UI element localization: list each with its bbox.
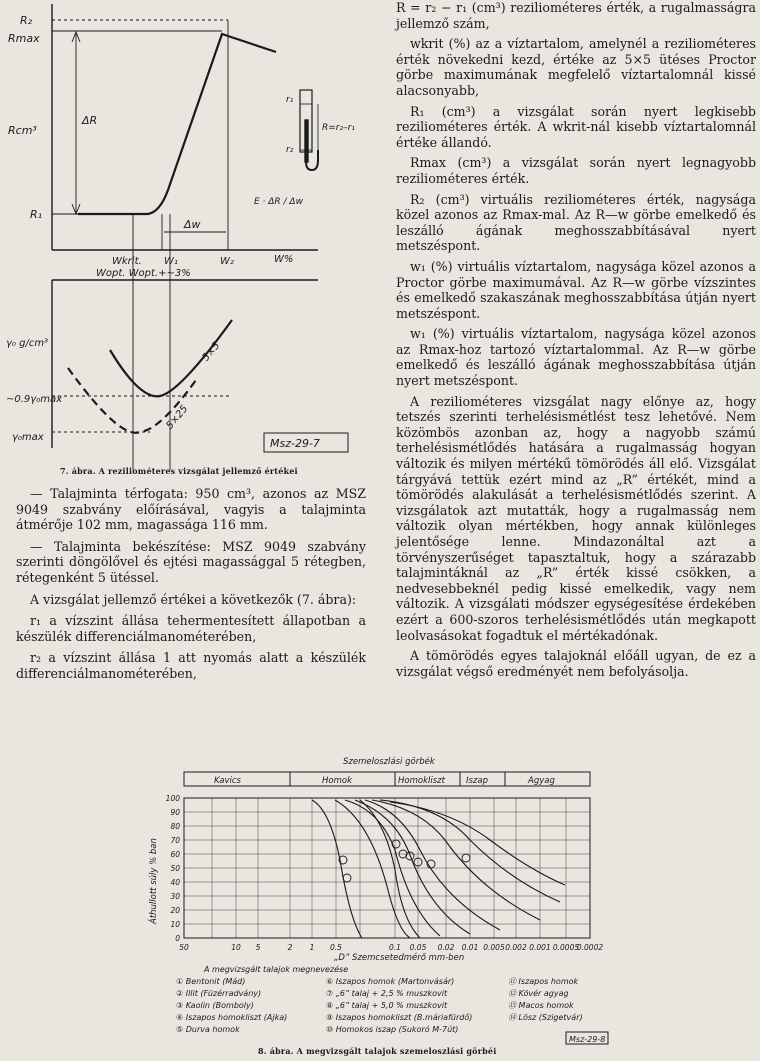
label-w1: W₁	[164, 256, 178, 267]
figure-7	[0, 0, 380, 470]
label-gauge-r2: r₂	[286, 145, 294, 155]
legend-item: ② Illit (Füzérradvány)	[176, 989, 262, 998]
x-tick: 0.001	[529, 943, 551, 952]
x-tick: 0.01	[461, 943, 479, 952]
x-tick: 50	[179, 943, 189, 952]
zone-kavics: Kavics	[214, 776, 241, 786]
label-rcm: Rcm³	[8, 124, 37, 137]
legend-item: ⑩ Homokos iszap (Sukoró M-7út)	[326, 1025, 459, 1034]
label-r2: R₂	[20, 14, 33, 27]
legend-item: ⑨ Iszapos homokliszt (B.máriafürdő)	[326, 1013, 473, 1022]
label-wpct: W%	[274, 254, 294, 265]
fig8-stamp: Msz-29-8	[569, 1035, 606, 1044]
y-tick: 90	[170, 808, 180, 817]
x-tick: 0.005	[483, 943, 505, 952]
x-tick: 0.1	[389, 943, 401, 952]
legend-item: ⑬ Macos homok	[508, 1001, 574, 1010]
y-tick: 100	[165, 794, 180, 803]
sample-preparation: — Talajminta bekészítése: MSZ 9049 szabvány szerinti döngölővel és ejtési magassággal 5 rétegben, rétegenként 5 ütéssel.	[16, 538, 366, 585]
legend-item: ⑪ Iszapos homok	[508, 977, 579, 986]
x-tick: 0.002	[505, 943, 527, 952]
y-tick: 80	[170, 822, 180, 831]
y-tick: 20	[170, 906, 180, 915]
label-r1: R₁	[30, 208, 43, 221]
legend-item: ⑫ Kövér agyag	[508, 989, 569, 998]
label-g09: ~0.9γ₀max	[6, 394, 62, 405]
legend-item: ③ Kaolin (Bomboly)	[176, 1001, 254, 1010]
label-wopt: Wopt. Wopt.+~3%	[96, 268, 191, 279]
legend-title: A megvizsgált talajok megnevezése	[204, 965, 349, 974]
label-gauge-eq: R=r₂–r₁	[322, 123, 355, 133]
y-tick: 0	[175, 934, 180, 943]
x-tick: 2	[287, 943, 293, 952]
x-tick: 0.05	[409, 943, 427, 952]
y-tick: 50	[170, 864, 180, 873]
x-tick: 1	[309, 943, 315, 952]
label-delta-r: ΔR	[82, 114, 98, 127]
fig8-title: Szemeloszlási görbék	[343, 757, 435, 767]
legend-item: ⑤ Durva homok	[176, 1025, 240, 1034]
right-column-text	[396, 0, 756, 684]
fig7-caption: 7. ábra. A reziliométeres vizsgálat jellemző értékei	[60, 466, 298, 476]
def-w1-a: w₁ (%) virtuális víztartalom, nagysága közel azonos a Proctor görbe maximumával. Az R—w görbe vízszintes és emelkedő szakaszának meghosszabbítása útján nyert metszéspont.	[396, 258, 756, 321]
label-e-formula: E · ΔR / Δw	[254, 197, 303, 207]
label-rmax: Rmax	[8, 32, 40, 45]
x-tick: 5	[255, 943, 261, 952]
def-r1-level: r₁ a vízszint állása tehermentesített állapotban a készülék differenciálmanométerében,	[16, 613, 366, 644]
def-r2-level: r₂ a vízszint állása 1 att nyomás alatt a készülék differenciálmanométerében,	[16, 650, 366, 681]
paragraph-advantage: A reziliométeres vizsgálat nagy előnye az, hogy tetszés szerinti terhelésismétlést tesz lehetővé. Nem közömbös azonban az, hogy a nagyobb számú terhelésismétlődés hatására a rugalmasság hogyan változik és milyen mértékű tömörödés áll elő. Vizsgálat tárgyává tettük ezért mind az „R” értékét, mind a tömörödés alakulását a terhelésismétlődés szerint. A vizsgálatok azt mutatták, hogy a rugalmasság nem változik olyan mértékben, hogy annak különleges jelentősége lenne. Mindazonáltal azt a törvényszerűséget tapasztaltuk, hogy a szárazabb talajmintáknál az „R” érték kissé csökken, a nedvesebbeknél pedig kissé emelkedik, vagy nem változik. A vizsgálati módszer egységesítése érdekében ezért a 600-szoros terhelésismétlődés után megkapott leolvasásokat fogadtuk el mértékadónak.	[396, 393, 756, 643]
zone-homokliszt: Homokliszt	[398, 776, 445, 786]
def-rmax: Rmax (cm³) a vizsgálat során nyert legnagyobb reziliométeres érték.	[396, 155, 756, 186]
label-delta-w: Δw	[184, 218, 201, 231]
x-tick: 0.0002	[576, 943, 604, 952]
fig8-x-label: „D” Szemcsetedmérő mm-ben	[334, 953, 465, 963]
def-r1: R₁ (cm³) a vizsgálat során nyert legkisebb reziliométeres érték. A wkrit-nál kisebb víztartalomnál értéke állandó.	[396, 103, 756, 150]
def-r2: R₂ (cm³) virtuális reziliométeres érték, nagysága közel azonos az Rmax-mal. Az R—w görbe emelkedő és leszálló ágának meghosszabbításával nyert metszéspont.	[396, 191, 756, 254]
y-tick: 70	[170, 836, 180, 845]
def-wkrit: wkrit (%) az a víztartalom, amelynél a reziliométeres érték növekedni kezd, értéke az 5×5 ütéses Proctor görbe maximumának megfelelő víztartalomnál kissé alacsonyabb,	[396, 36, 756, 98]
label-curve-5x5: 5×5	[200, 340, 223, 364]
label-gmax: γ₀max	[12, 432, 44, 443]
legend-item: ⑦ „6” talaj + 2,5 % muszkovit	[326, 989, 448, 998]
y-tick: 10	[170, 920, 180, 929]
legend-item: ⑧ „6” talaj + 5,0 % muszkovit	[326, 1001, 448, 1010]
zone-iszap: Iszap	[466, 776, 489, 786]
fig8-y-label: Áthullott súly % ban	[149, 838, 159, 924]
legend-item: ⑥ Iszapos homok (Martonvásár)	[326, 977, 455, 986]
fig7-stamp: Msz-29-7	[270, 437, 320, 450]
legend-item: ① Bentonit (Mád)	[176, 977, 246, 986]
legend-item: ④ Iszapos homokliszt (Ajka)	[176, 1013, 288, 1022]
label-gamma: γ₀ g/cm³	[6, 338, 49, 349]
zone-homok: Homok	[322, 776, 352, 786]
zone-agyag: Agyag	[528, 776, 555, 786]
def-r: R = r₂ − r₁ (cm³) reziliométeres érték, a rugalmasságra jellemző szám,	[396, 0, 756, 31]
label-wkrit: Wkrit.	[112, 256, 142, 267]
legend-item: ⑭ Lösz (Szigetvár)	[508, 1013, 583, 1022]
sample-volume: — Talajminta térfogata: 950 cm³, azonos az MSZ 9049 szabvány előírásával, vagyis a talajminta átmérője 102 mm, magassága 116 mm.	[16, 486, 366, 533]
paragraph-compaction: A tömörödés egyes talajoknál előáll ugyan, de ez a vizsgálat végső eredményét nem befolyásolja.	[396, 648, 756, 679]
left-column-text	[16, 486, 366, 688]
y-tick: 40	[170, 878, 180, 887]
figure-8	[0, 740, 760, 1061]
characteristic-values-intro: A vizsgálat jellemző értékei a következők (7. ábra):	[30, 591, 357, 607]
label-gauge-r1: r₁	[286, 95, 294, 105]
def-w1-b: w₁ (%) virtuális víztartalom, nagysága közel azonos az Rmax-hoz tartozó víztartalommal. Az R—w görbe emelkedő és leszálló ágának meghosszabbítása útján nyert metszéspont.	[396, 326, 756, 389]
y-tick: 30	[170, 892, 180, 901]
x-tick: 0.0005	[552, 943, 580, 952]
y-tick: 60	[170, 850, 180, 859]
fig8-caption: 8. ábra. A megvizsgált talajok szemeloszlási görbéi	[258, 1046, 497, 1056]
label-curve-5x25: 5×25	[164, 403, 191, 432]
label-w2: W₂	[220, 256, 234, 267]
x-tick: 10	[231, 943, 241, 952]
x-tick: 0.02	[437, 943, 455, 952]
x-tick: 0.5	[330, 943, 342, 952]
